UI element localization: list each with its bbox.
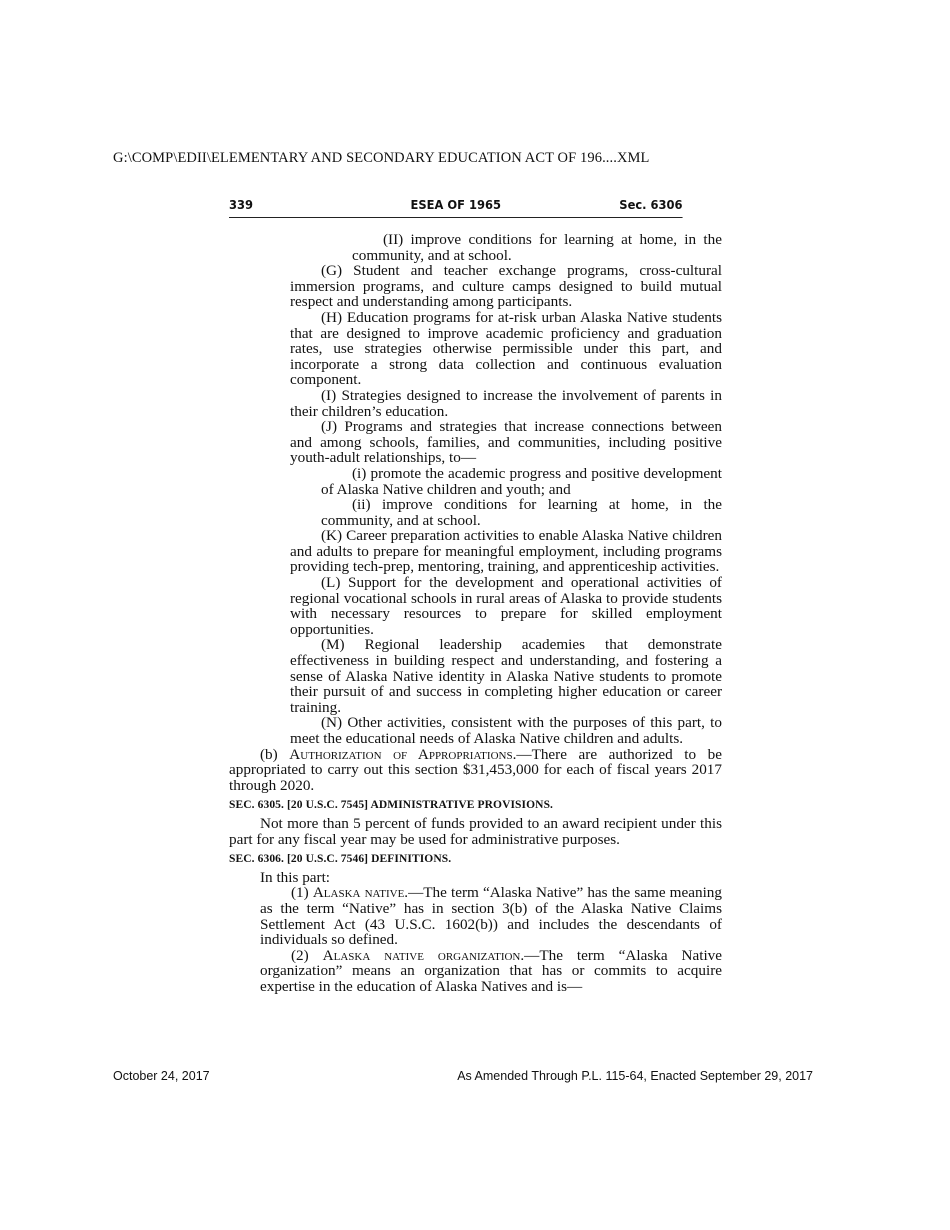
page-number: 339 (229, 197, 254, 212)
definition-1-text: .—The term “Alaska Native” has the same meaning as the term “Native” has in section 3(b) of the Alaska Native Claims Settlement Act (43 U.S.C. 1602(b)) and includes the descendants of individuals so defined. (260, 884, 722, 949)
paragraph-L: (L) Support for the development and operational activities of regional vocational schools in rural areas of Alaska to provide students with necessary resources to prepare for skilled employment opportunities. (290, 574, 722, 638)
definition-2-heading: Alaska native organization (322, 946, 521, 964)
paragraph-J: (J) Programs and strategies that increase connections between and among schools, families, and communities, including positive youth-adult relationships, to— (290, 418, 722, 467)
definitions-intro: In this part: (260, 868, 331, 886)
paragraph-N: (N) Other activities, consistent with the purposes of this part, to meet the educational needs of Alaska Native children and adults. (290, 714, 722, 747)
document-body (229, 232, 722, 995)
definition-1-prefix: (1) (291, 884, 313, 902)
paragraph-K: (K) Career preparation activities to enable Alaska Native children and adults to prepare for meaningful employment, including programs providing tech-prep, mentoring, training, and apprenticeship activities. (290, 527, 722, 576)
paragraph-H: (H) Education programs for at-risk urban Alaska Native students that are designed to improve academic proficiency and graduation rates, use strategies otherwise permissible under this part, and incorporate a strong data collection and continuous evaluation component. (290, 308, 722, 389)
definition-alaska-native-organization (229, 948, 722, 995)
paragraph-b-prefix: (b) (260, 745, 290, 763)
definition-2-prefix: (2) (291, 946, 323, 964)
section-6305-text: Not more than 5 percent of funds provided to an award recipient under this part for any fiscal year may be used for administrative purposes. (229, 814, 722, 848)
section-6305-heading: SEC. 6305. [20 U.S.C. 7545] ADMINISTRATIVE PROVISIONS. (229, 799, 554, 812)
section-6306-heading: SEC. 6306. [20 U.S.C. 7546] DEFINITIONS. (229, 853, 452, 866)
paragraph-b-authorization (229, 747, 722, 794)
header-section: Sec. 6306 (619, 197, 683, 212)
footer-amended: As Amended Through P.L. 115-64, Enacted September 29, 2017 (457, 1069, 813, 1083)
file-path: G:\COMP\EDII\ELEMENTARY AND SECONDARY EDUCATION ACT OF 196....XML (113, 150, 650, 166)
paragraph-I: (I) Strategies designed to increase the involvement of parents in their children’s education. (290, 386, 722, 420)
definition-1-heading: Alaska native (312, 884, 405, 902)
paragraph-J-ii: (ii) improve conditions for learning at home, in the community, and at school. (321, 496, 722, 529)
paragraph-b-text: .—There are authorized to be appropriated to carry out this section $31,453,000 for each of fiscal years 2017 through 2020. (229, 745, 722, 794)
definition-2-text: .—The term “Alaska Native organization” means an organization that has or commits to acquire expertise in the education of Alaska Natives and is— (260, 946, 723, 995)
header-title: ESEA OF 1965 (410, 197, 502, 212)
footer-date: October 24, 2017 (113, 1069, 210, 1083)
paragraph-J-i: (i) promote the academic progress and positive development of Alaska Native children and youth; and (321, 464, 722, 498)
definition-alaska-native (229, 885, 722, 947)
paragraph-subclause-II: (II) improve conditions for learning at home, in the community, and at school. (352, 231, 722, 264)
page-header (229, 197, 683, 218)
paragraph-G: (G) Student and teacher exchange programs, cross-cultural immersion programs, and culture camps designed to build mutual respect and understanding among participants. (290, 262, 722, 311)
paragraph-b-heading: Authorization of Appropriations (289, 745, 513, 763)
paragraph-M: (M) Regional leadership academies that demonstrate effectiveness in building respect and understanding, and fostering a sense of Alaska Native identity in Alaska Native students to promote their pursuit of and success in completing higher education or career training. (290, 636, 722, 716)
